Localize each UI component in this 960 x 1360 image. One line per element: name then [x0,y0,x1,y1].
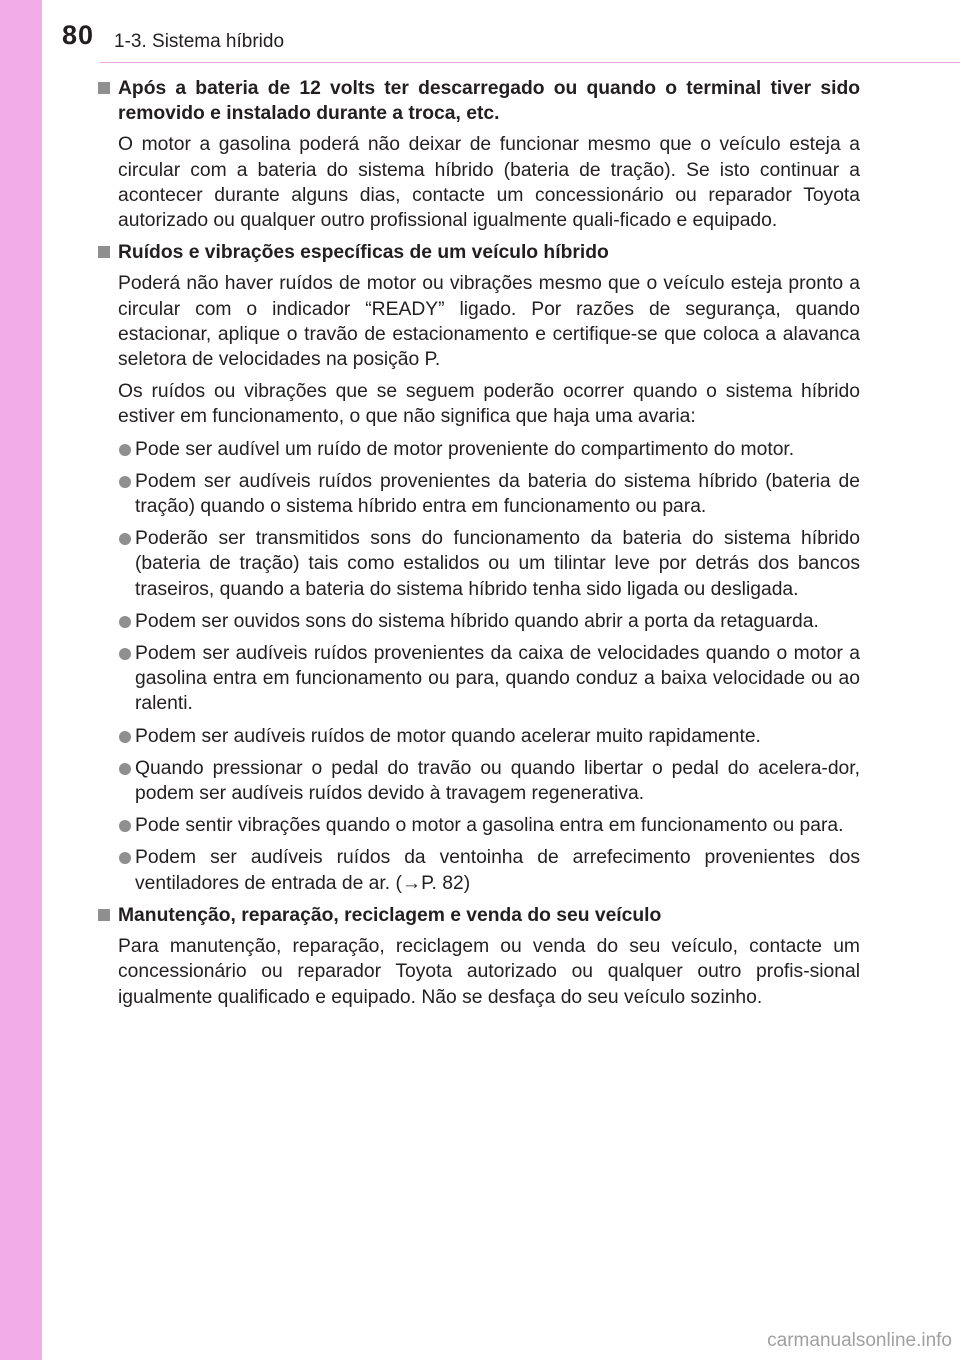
page-number: 80 [62,20,95,50]
round-bullet-icon [119,616,131,628]
list-item: Podem ser audíveis ruídos provenientes da caixa de velocidades quando o motor a gasolina entra em funcionamento ou para, quando conduz a baixa velocidade ou ao ralenti. [98,641,860,717]
round-bullet-icon [119,731,131,743]
round-bullet-icon [119,476,131,488]
paragraph: Os ruídos ou vibrações que se seguem poderão ocorrer quando o sistema híbrido estiver em funcionamento, o que não significa que haja uma avaria: [118,381,860,428]
round-bullet-icon [119,852,131,864]
paragraph: Para manutenção, reparação, reciclagem ou venda do seu veículo, contacte um concessionário ou reparador Toyota autorizado ou qualquer outro profis-sional igualmente qualificado e equipado. Não se desfaça do seu veículo sozinho. [118,936,860,1008]
page-content [98,76,860,1017]
list-item: Quando pressionar o pedal do travão ou quando libertar o pedal do acelera-dor, podem ser audíveis ruídos devido à travagem regenerativa. [98,756,860,806]
section-heading: Manutenção, reparação, reciclagem e venda do seu veículo [98,903,860,928]
header-rule [100,62,960,63]
list-item: Podem ser audíveis ruídos da ventoinha de arrefecimento provenientes dos ventiladores de entrada de ar. (→P. 82) [98,845,860,895]
square-bullet-icon [98,246,110,258]
round-bullet-icon [119,648,131,660]
section-maintenance [98,903,860,1010]
round-bullet-icon [119,533,131,545]
paragraph: O motor a gasolina poderá não deixar de funcionar mesmo que o veículo esteja a circular com a bateria do sistema híbrido (bateria de tração). Se isto continuar a acontecer durante alguns dias, contacte um concessionário ou reparador Toyota autorizado ou qualquer outro profissional igualmente quali-ficado e equipado. [118,134,860,232]
list-item: Pode ser audível um ruído de motor proveniente do compartimento do motor. [98,437,860,462]
square-bullet-icon [98,909,110,921]
section-heading: Ruídos e vibrações específicas de um veículo híbrido [98,240,860,265]
section-heading: Após a bateria de 12 volts ter descarregado ou quando o terminal tiver sido removido e instalado durante a troca, etc. [98,76,860,126]
list-item: Pode sentir vibrações quando o motor a gasolina entra em funcionamento ou para. [98,813,860,838]
section-battery [98,76,860,233]
round-bullet-icon [119,820,131,832]
side-color-band [0,0,42,1360]
list-item: Podem ser ouvidos sons do sistema híbrido quando abrir a porta da retaguarda. [98,609,860,634]
square-bullet-icon [98,82,110,94]
list-item: Podem ser audíveis ruídos provenientes da bateria do sistema híbrido (bateria de tração) quando o sistema híbrido entra em funcionamento ou para. [98,469,860,519]
watermark: carmanualsonline.info [767,1330,952,1351]
paragraph: Poderá não haver ruídos de motor ou vibrações mesmo que o veículo esteja pronto a circular com o indicador “READY” ligado. Por razões de segurança, quando estacionar, aplique o travão de estacionamento e certifique-se que coloca a alavanca seletora de velocidades na posição P. [118,273,860,371]
section-noises [98,240,860,896]
round-bullet-icon [119,763,131,775]
section-title: 1-3. Sistema híbrido [114,31,285,52]
list-item: Poderão ser transmitidos sons do funcionamento da bateria do sistema híbrido (bateria de tração) tais como estalidos ou um tilintar leve por detrás dos bancos traseiros, quando a bateria do sistema híbrido tenha sido ligada ou desligada. [98,526,860,602]
list-item: Podem ser audíveis ruídos de motor quando acelerar muito rapidamente. [98,724,860,749]
round-bullet-icon [119,444,131,456]
